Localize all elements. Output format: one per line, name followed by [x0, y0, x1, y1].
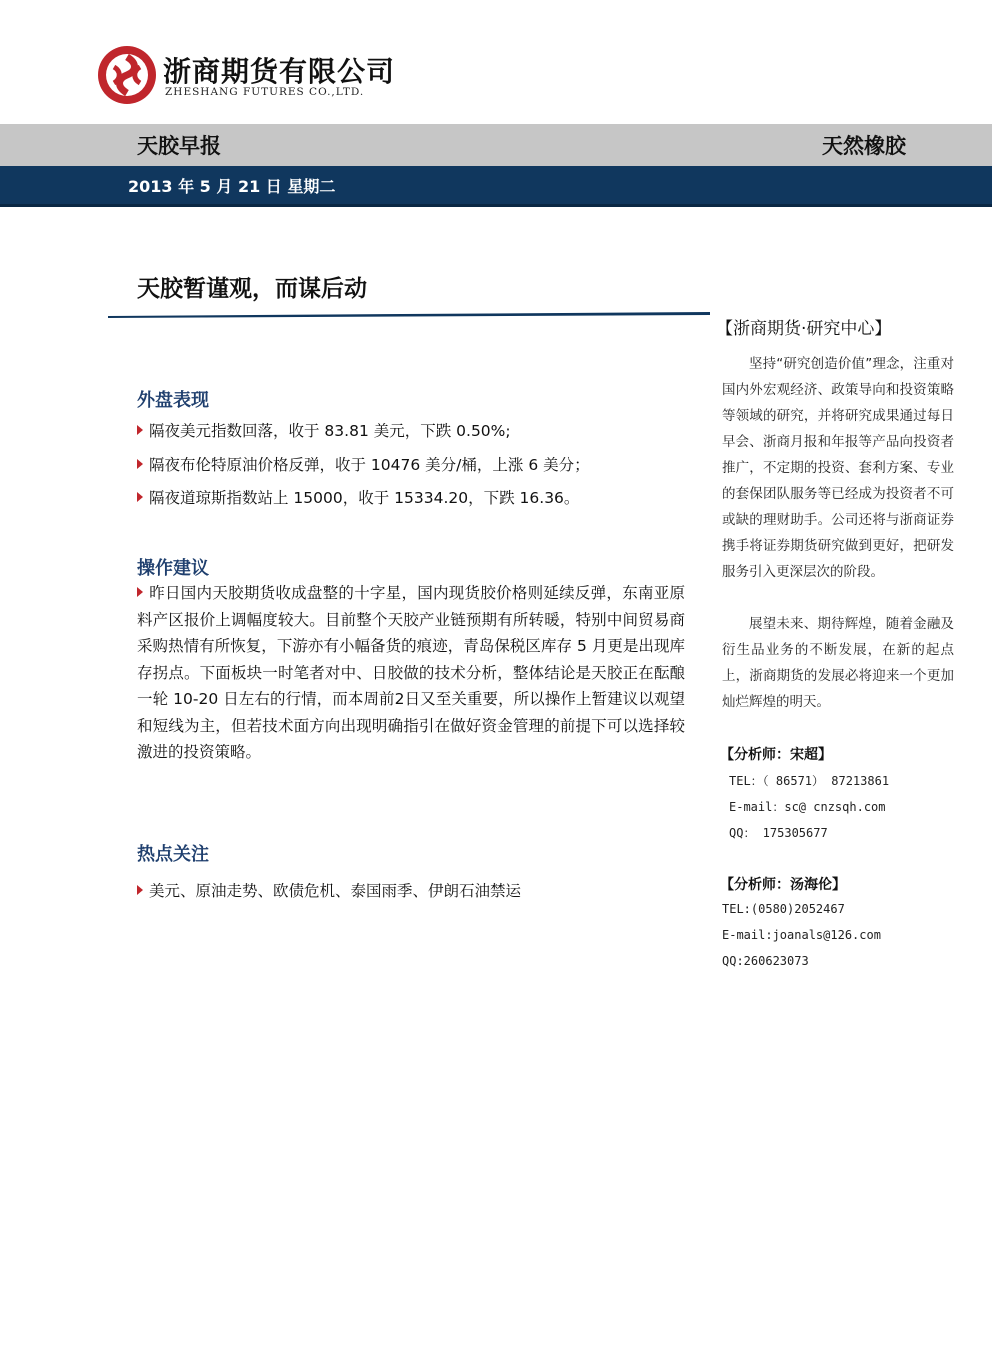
report-category: 天然橡胶	[822, 134, 906, 158]
headline: 天胶暂谨观，而谋后动	[137, 276, 367, 302]
list-item: 隔夜美元指数回落，收于 83.81 美元，下跌 0.50%;	[137, 419, 511, 441]
section-title-advice: 操作建议	[137, 558, 209, 579]
sidebar-title: 【浙商期货·研究中心】	[716, 319, 892, 339]
sidebar-intro: 坚持“研究创造价值”理念，注重对国内外宏观经济、政策导向和投资策略等领域的研究，并将研究成果通过每日早会、浙商月报和年报等产品向投资者推广，不定期的投资、套利方案、专业的套保团队服务等已经成为投资者不可或缺的理财助手。公司还将与浙商证券携手将证券期货研究做到更好，把研发服务引入更深层次的阶段。	[722, 356, 954, 580]
analyst-tel: TEL：（ 86571） 87213861	[729, 774, 890, 788]
analyst-name: 【分析师：宋超】	[720, 747, 832, 763]
report-date: 2013 年 5 月 21 日 星期二	[128, 177, 336, 196]
analyst-name: 【分析师：汤海伦】	[720, 877, 846, 893]
list-item: 隔夜道琼斯指数站上 15000，收于 15334.20，下跌 16.36。	[137, 486, 579, 508]
analyst-qq: QQ： 175305677	[729, 826, 828, 840]
zheshang-logo-icon	[97, 45, 157, 105]
bullet-arrow-icon	[137, 885, 143, 895]
bullet-arrow-icon	[137, 587, 143, 597]
section-title-external: 外盘表现	[137, 390, 209, 411]
analyst-email: E-mail:joanals@126.com	[722, 928, 881, 942]
company-name-en: ZHESHANG FUTURES CO.,LTD.	[165, 86, 365, 98]
headline-divider	[108, 312, 710, 318]
analyst-email: E-mail：sc@ cnzsqh.com	[729, 800, 886, 814]
sidebar-outlook: 展望未来、期待辉煌，随着金融及衍生品业务的不断发展，在新的起点上，浙商期货的发展必将迎来一个更加灿烂辉煌的明天。	[722, 616, 954, 710]
bullet-arrow-icon	[137, 492, 143, 502]
list-item: 隔夜布伦特原油价格反弹，收于 10476 美分/桶，上涨 6 美分；	[137, 453, 590, 475]
analyst-tel: TEL:(0580)2052467	[722, 902, 845, 916]
section-title-hotspot: 热点关注	[137, 844, 209, 865]
bullet-arrow-icon	[137, 459, 143, 469]
analyst-qq: QQ:260623073	[722, 954, 809, 968]
company-name-cn: 浙商期货有限公司	[163, 55, 396, 88]
advice-paragraph: 昨日国内天胶期货收成盘整的十字星，国内现货胶价格则延续反弹，东南亚原料产区报价上调幅度较大。目前整个天胶产业链预期有所转暖，特别中间贸易商采购热情有所恢复，下游亦有小幅备货的痕迹，青岛保税区库存 5 月更是出现库存拐点。下面板块一时笔者对中、日胶做的技术分析，整体结论是天胶正在酝酿一轮 10-20 日左右的行情，而本周前2日又至关重要，所以操作上暂建议以观望和短线为主，但若技术面方向出现明确指引在做好资金管理的前提下可以选择较激进的投资策略。	[137, 584, 685, 761]
report-type: 天胶早报	[137, 134, 221, 158]
bullet-arrow-icon	[137, 425, 143, 435]
list-item: 美元、原油走势、欧债危机、泰国雨季、伊朗石油禁运	[137, 879, 521, 901]
